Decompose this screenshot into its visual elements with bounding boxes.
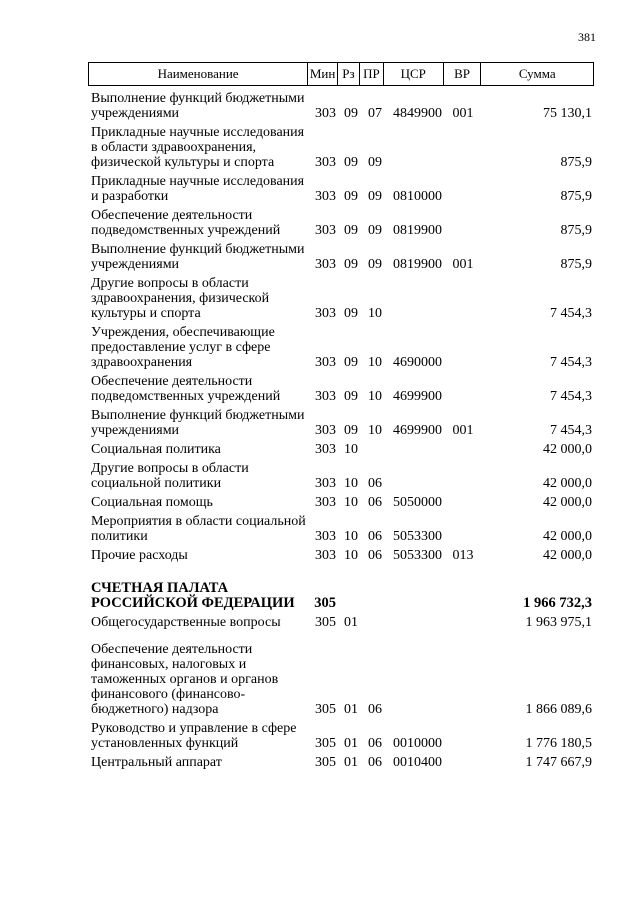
cell-sum: 75 130,1: [543, 106, 592, 121]
header-name: Наименование: [89, 63, 308, 85]
cell-csr: 4699900: [393, 389, 442, 404]
cell-name: Учреждения, обеспечивающие предоставление услуг в сфере здравоохранения: [91, 325, 275, 370]
cell-rz: 01: [344, 615, 358, 630]
cell-rz: 01: [344, 702, 358, 717]
cell-name: Прикладные научные исследования в области здравоохранения, физической культуры и спорта: [91, 125, 305, 170]
table-row: [88, 242, 594, 272]
cell-name: Другие вопросы в области социальной политики: [91, 461, 249, 491]
cell-sum: 42 000,0: [543, 495, 592, 510]
cell-vr: 001: [452, 106, 474, 121]
cell-pr: 06: [368, 736, 382, 751]
cell-name: Прочие расходы: [91, 548, 188, 563]
cell-csr: 5053300: [393, 529, 442, 544]
cell-name: Социальная политика: [91, 442, 221, 457]
table-row: [88, 461, 594, 491]
cell-name: Руководство и управление в сфере установленных функций: [91, 721, 297, 751]
cell-rz: 01: [344, 736, 358, 751]
cell-min: 303: [315, 495, 336, 510]
cell-csr: 0010000: [393, 736, 442, 751]
table-row: [88, 174, 594, 204]
header-vr: ВР: [444, 63, 482, 85]
cell-name: Мероприятия в области социальной политики: [91, 514, 306, 544]
cell-sum: 42 000,0: [543, 476, 592, 491]
cell-min: 303: [315, 106, 336, 121]
cell-sum: 7 454,3: [550, 389, 592, 404]
table-row: [88, 495, 594, 510]
cell-rz: 10: [344, 548, 358, 563]
cell-pr: 06: [368, 495, 382, 510]
header-csr: ЦСР: [384, 63, 444, 85]
cell-pr: 10: [368, 423, 382, 438]
header-rz: Рз: [338, 63, 360, 85]
cell-sum: 7 454,3: [550, 423, 592, 438]
table-row: [88, 642, 594, 717]
cell-sum: 875,9: [560, 257, 592, 272]
cell-pr: 06: [368, 529, 382, 544]
header-sum: Сумма: [518, 66, 556, 81]
table-body: [88, 91, 594, 770]
cell-rz: 09: [344, 223, 358, 238]
page-number: 381: [578, 30, 596, 44]
cell-csr: 4699900: [393, 423, 442, 438]
table-row: [88, 208, 594, 238]
cell-min: 303: [315, 223, 336, 238]
cell-vr: 013: [452, 548, 474, 563]
cell-sum: 1 776 180,5: [525, 736, 592, 751]
table-row: [88, 325, 594, 370]
cell-min: 305: [315, 736, 336, 751]
cell-csr: 4690000: [393, 355, 442, 370]
cell-pr: 06: [368, 476, 382, 491]
cell-min: 303: [315, 529, 336, 544]
cell-min: 303: [315, 442, 336, 457]
cell-rz: 09: [344, 257, 358, 272]
cell-rz: 09: [344, 189, 358, 204]
cell-name: СЧЕТНАЯ ПАЛАТА РОССИЙСКОЙ ФЕДЕРАЦИИ: [91, 580, 295, 611]
table-row: [88, 91, 594, 121]
cell-min: 303: [315, 389, 336, 404]
cell-vr: 001: [452, 423, 474, 438]
cell-pr: 09: [368, 155, 382, 170]
cell-rz: 10: [344, 476, 358, 491]
cell-sum: 7 454,3: [550, 355, 592, 370]
cell-min: 303: [315, 476, 336, 491]
cell-name: Выполнение функций бюджетными учреждениями: [91, 408, 305, 438]
cell-sum: 875,9: [560, 223, 592, 238]
table-row: [88, 408, 594, 438]
cell-min: 303: [315, 155, 336, 170]
budget-table: [88, 62, 594, 774]
table-row: [88, 125, 594, 170]
cell-name: Обеспечение деятельности финансовых, налоговых и таможенных органов и органов финансового (финансово-бюджетного) надзора: [91, 642, 279, 717]
cell-csr: 0810000: [393, 189, 442, 204]
cell-sum: 1 866 089,6: [525, 702, 592, 717]
table-row: [88, 442, 594, 457]
cell-sum: 875,9: [560, 189, 592, 204]
cell-sum: 1 966 732,3: [523, 595, 592, 611]
cell-rz: 10: [344, 495, 358, 510]
cell-rz: 01: [344, 755, 358, 770]
header-pr: ПР: [360, 63, 384, 85]
cell-sum: 1 963 975,1: [525, 615, 592, 630]
cell-rz: 09: [344, 389, 358, 404]
cell-csr: 0010400: [393, 755, 442, 770]
cell-name: Выполнение функций бюджетными учреждениями: [91, 242, 305, 272]
table-row: [88, 548, 594, 563]
cell-pr: 09: [368, 257, 382, 272]
table-header: [88, 62, 594, 86]
cell-min: 305: [315, 702, 336, 717]
cell-min: 303: [315, 257, 336, 272]
cell-min: 303: [315, 423, 336, 438]
cell-pr: 09: [368, 189, 382, 204]
cell-vr: 001: [452, 257, 474, 272]
cell-rz: 10: [344, 529, 358, 544]
cell-pr: 07: [368, 106, 382, 121]
cell-min: 305: [314, 595, 336, 611]
table-row: [88, 514, 594, 544]
table-row: [88, 581, 594, 611]
cell-csr: 0819900: [393, 223, 442, 238]
cell-rz: 09: [344, 355, 358, 370]
cell-name: Обеспечение деятельности подведомственных учреждений: [91, 208, 281, 238]
cell-min: 303: [315, 355, 336, 370]
cell-sum: 42 000,0: [543, 529, 592, 544]
cell-min: 303: [315, 189, 336, 204]
cell-sum: 1 747 667,9: [525, 755, 592, 770]
cell-sum: 7 454,3: [550, 306, 592, 321]
cell-pr: 10: [368, 306, 382, 321]
cell-pr: 06: [368, 548, 382, 563]
cell-min: 303: [315, 306, 336, 321]
cell-sum: 42 000,0: [543, 548, 592, 563]
cell-name: Центральный аппарат: [91, 755, 222, 770]
cell-name: Прикладные научные исследования и разработки: [91, 174, 305, 204]
table-row: [88, 755, 594, 770]
cell-rz: 09: [344, 306, 358, 321]
cell-min: 303: [315, 548, 336, 563]
table-row: [88, 615, 594, 630]
cell-rz: 10: [344, 442, 358, 457]
cell-name: Социальная помощь: [91, 495, 213, 510]
cell-pr: 10: [368, 389, 382, 404]
cell-csr: 4849900: [393, 106, 442, 121]
cell-rz: 09: [344, 106, 358, 121]
cell-sum: 875,9: [560, 155, 592, 170]
cell-pr: 09: [368, 223, 382, 238]
header-min: Мин: [308, 63, 338, 85]
cell-csr: 5050000: [393, 495, 442, 510]
cell-pr: 10: [368, 355, 382, 370]
cell-pr: 06: [368, 702, 382, 717]
cell-name: Общегосударственные вопросы: [91, 615, 281, 630]
cell-name: Обеспечение деятельности подведомственных учреждений: [91, 374, 281, 404]
cell-min: 305: [315, 615, 336, 630]
cell-sum: 42 000,0: [543, 442, 592, 457]
table-row: [88, 374, 594, 404]
cell-rz: 09: [344, 155, 358, 170]
cell-name: Другие вопросы в области здравоохранения, физической культуры и спорта: [91, 276, 270, 321]
cell-csr: 0819900: [393, 257, 442, 272]
cell-pr: 06: [368, 755, 382, 770]
table-row: [88, 276, 594, 321]
cell-min: 305: [315, 755, 336, 770]
cell-rz: 09: [344, 423, 358, 438]
cell-csr: 5053300: [393, 548, 442, 563]
cell-name: Выполнение функций бюджетными учреждениями: [91, 91, 305, 121]
table-row: [88, 721, 594, 751]
